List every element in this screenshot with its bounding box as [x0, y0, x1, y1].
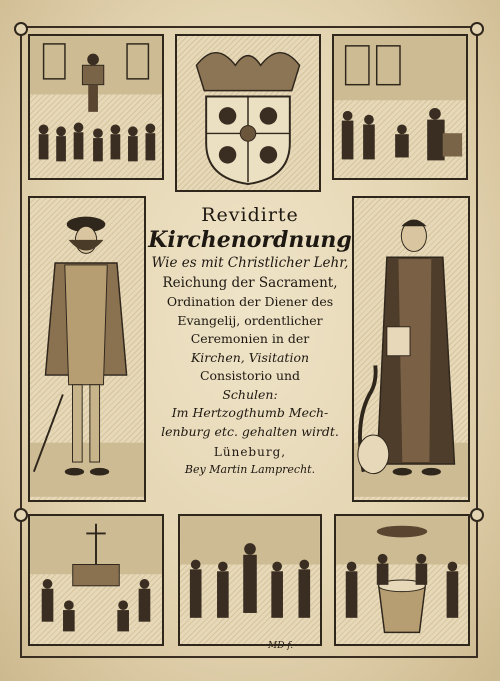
coat-of-arms-drawing: [177, 36, 319, 190]
baptism-scene-engraving: [334, 514, 470, 646]
title-line-1: Revidirte: [201, 204, 299, 226]
corner-scroll-ornament: [470, 22, 484, 36]
title-line-3: Wie es mit Christlicher Lehr,: [151, 255, 349, 271]
communion-scene-drawing: [30, 516, 162, 644]
reformer-portrait-engraving: [352, 196, 470, 502]
title-line-12: lenburg etc. gehalten wirdt.: [161, 423, 339, 439]
baptism-scene-drawing: [336, 516, 468, 644]
title-line-6: Evangelij, ordentlicher: [177, 312, 323, 328]
title-line-2: Kirchenordnung: [148, 227, 352, 253]
title-line-8: Kirchen, Visitation: [190, 349, 310, 365]
title-line-11: Im Hertzogthumb Mech-: [171, 405, 329, 420]
title-line-7: Ceremonien in der: [190, 331, 310, 346]
ordination-scene-engraving: [178, 514, 322, 646]
ordination-scene-drawing: [180, 516, 320, 644]
imprint-printer: Bey Martin Lamprecht.: [184, 463, 316, 476]
title-line-4: Reichung der Sacrament,: [162, 274, 338, 291]
duke-portrait-engraving: [28, 196, 146, 502]
corner-scroll-ornament: [14, 508, 28, 522]
title-line-5: Ordination der Diener des: [166, 294, 334, 309]
reformer-figure-drawing: [354, 198, 468, 500]
confession-scene-drawing: [334, 36, 466, 178]
communion-scene-engraving: [28, 514, 164, 646]
title-line-10: Schulen:: [222, 386, 278, 402]
sermon-scene-engraving: [28, 34, 164, 180]
corner-scroll-ornament: [14, 22, 28, 36]
title-line-9: Consistorio und: [199, 368, 301, 383]
corner-scroll-ornament: [470, 508, 484, 522]
engraver-signature: MD f.: [268, 641, 294, 651]
imprint-place: Lüneburg,: [213, 445, 287, 459]
duke-figure-drawing: [30, 198, 144, 500]
sermon-scene-drawing: [30, 36, 162, 178]
title-text-block: [145, 200, 355, 500]
coat-of-arms-engraving: [175, 34, 321, 192]
confession-scene-engraving: [332, 34, 468, 180]
